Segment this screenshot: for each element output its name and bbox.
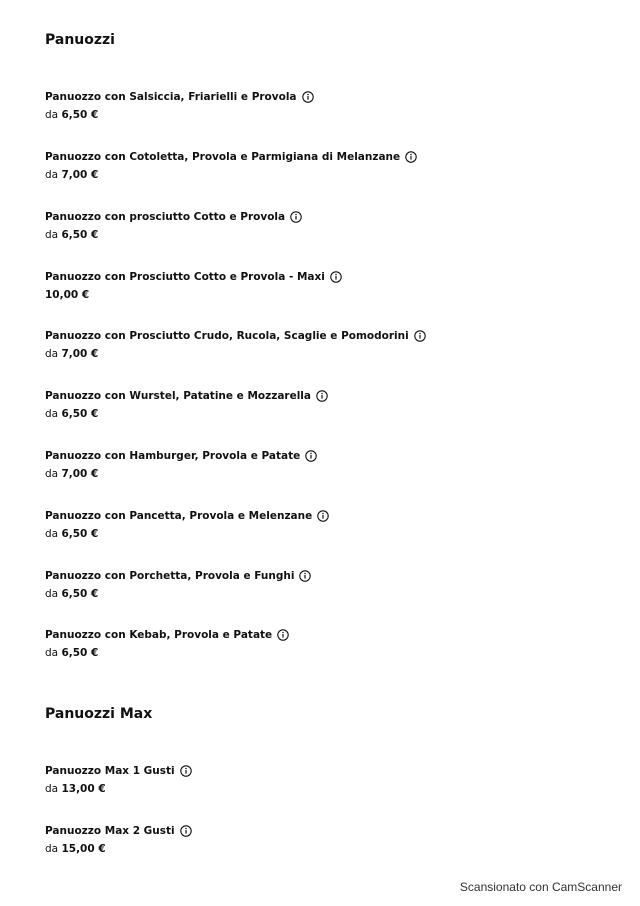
menu-item[interactable]	[45, 390, 328, 420]
menu-item-name: Panuozzo Max 1 Gusti	[45, 765, 175, 777]
price-amount: 6,50 €	[61, 229, 99, 241]
menu-item-price-row	[45, 229, 302, 241]
menu-item[interactable]	[45, 570, 311, 600]
menu-item-name-row	[45, 390, 328, 402]
menu-item-price-row	[45, 408, 328, 420]
menu-item-name-row	[45, 629, 289, 641]
price-prefix: da	[45, 169, 59, 181]
menu-item-name: Panuozzo con prosciutto Cotto e Provola	[45, 211, 286, 223]
price-prefix: da	[45, 647, 59, 659]
menu-item-name-row	[45, 765, 192, 777]
section-title: Panuozzi	[45, 32, 115, 48]
price-amount: 7,00 €	[61, 169, 99, 181]
price-amount: 6,50 €	[61, 647, 99, 659]
price-prefix: da	[45, 229, 59, 241]
menu-item-price-row	[45, 588, 311, 600]
menu-item-name: Panuozzo con Cotoletta, Provola e Parmigiana di Melanzane	[45, 151, 401, 163]
info-icon[interactable]	[330, 271, 342, 283]
menu-item-name-row	[45, 211, 302, 223]
menu-item-price-row	[45, 169, 417, 181]
menu-item-price-row	[45, 528, 329, 540]
menu-item[interactable]	[45, 510, 329, 540]
info-icon[interactable]	[317, 510, 329, 522]
info-icon[interactable]	[302, 91, 314, 103]
menu-item[interactable]	[45, 91, 314, 121]
menu-item-name-row	[45, 271, 342, 283]
info-icon[interactable]	[180, 825, 192, 837]
menu-item-name-row	[45, 510, 329, 522]
menu-item-name: Panuozzo con Pancetta, Provola e Melenzane	[45, 510, 313, 522]
menu-item[interactable]	[45, 211, 302, 241]
menu-item-name: Panuozzo con Porchetta, Provola e Funghi	[45, 570, 295, 582]
menu-item-name-row	[45, 825, 192, 837]
section-title: Panuozzi Max	[45, 706, 153, 722]
menu-item-name: Panuozzo con Salsiccia, Friarielli e Provola	[45, 91, 297, 103]
menu-item-name: Panuozzo con Hamburger, Provola e Patate	[45, 450, 301, 462]
price-prefix: da	[45, 468, 59, 480]
menu-item-name-row	[45, 151, 417, 163]
info-icon[interactable]	[299, 570, 311, 582]
menu-item-name: Panuozzo Max 2 Gusti	[45, 825, 175, 837]
menu-item-name-row	[45, 330, 426, 342]
info-icon[interactable]	[305, 450, 317, 462]
menu-item[interactable]	[45, 151, 417, 181]
price-prefix: da	[45, 109, 59, 121]
menu-item[interactable]	[45, 271, 342, 301]
menu-item-price-row	[45, 289, 342, 301]
menu-item-price-row	[45, 468, 317, 480]
price-prefix: da	[45, 348, 59, 360]
price-amount: 10,00 €	[45, 289, 90, 301]
price-amount: 6,50 €	[61, 408, 99, 420]
menu-item-name: Panuozzo con Prosciutto Crudo, Rucola, Scaglie e Pomodorini	[45, 330, 409, 342]
price-prefix: da	[45, 588, 59, 600]
menu-item-name-row	[45, 450, 317, 462]
info-icon[interactable]	[277, 629, 289, 641]
menu-item[interactable]	[45, 765, 192, 795]
price-amount: 15,00 €	[61, 843, 106, 855]
info-icon[interactable]	[290, 211, 302, 223]
menu-item-name-row	[45, 91, 314, 103]
price-prefix: da	[45, 783, 59, 795]
info-icon[interactable]	[180, 765, 192, 777]
price-amount: 6,50 €	[61, 109, 99, 121]
price-prefix: da	[45, 843, 59, 855]
price-amount: 6,50 €	[61, 528, 99, 540]
price-amount: 13,00 €	[61, 783, 106, 795]
price-prefix: da	[45, 528, 59, 540]
menu-item-price-row	[45, 109, 314, 121]
menu-item[interactable]	[45, 629, 289, 659]
menu-item-name: Panuozzo con Wurstel, Patatine e Mozzarella	[45, 390, 311, 402]
info-icon[interactable]	[414, 330, 426, 342]
price-amount: 7,00 €	[61, 468, 99, 480]
menu-item-price-row	[45, 843, 192, 855]
price-amount: 6,50 €	[61, 588, 99, 600]
info-icon[interactable]	[316, 390, 328, 402]
menu-item[interactable]	[45, 450, 317, 480]
info-icon[interactable]	[405, 151, 417, 163]
scanner-watermark: Scansionato con CamScanner	[459, 880, 622, 894]
menu-item-price-row	[45, 647, 289, 659]
menu-item-price-row	[45, 783, 192, 795]
menu-item-price-row	[45, 348, 426, 360]
menu-item-name: Panuozzo con Prosciutto Cotto e Provola - Maxi	[45, 271, 325, 283]
menu-item[interactable]	[45, 330, 426, 360]
menu-item-name: Panuozzo con Kebab, Provola e Patate	[45, 629, 273, 641]
price-prefix: da	[45, 408, 59, 420]
price-amount: 7,00 €	[61, 348, 99, 360]
menu-item-name-row	[45, 570, 311, 582]
menu-item[interactable]	[45, 825, 192, 855]
